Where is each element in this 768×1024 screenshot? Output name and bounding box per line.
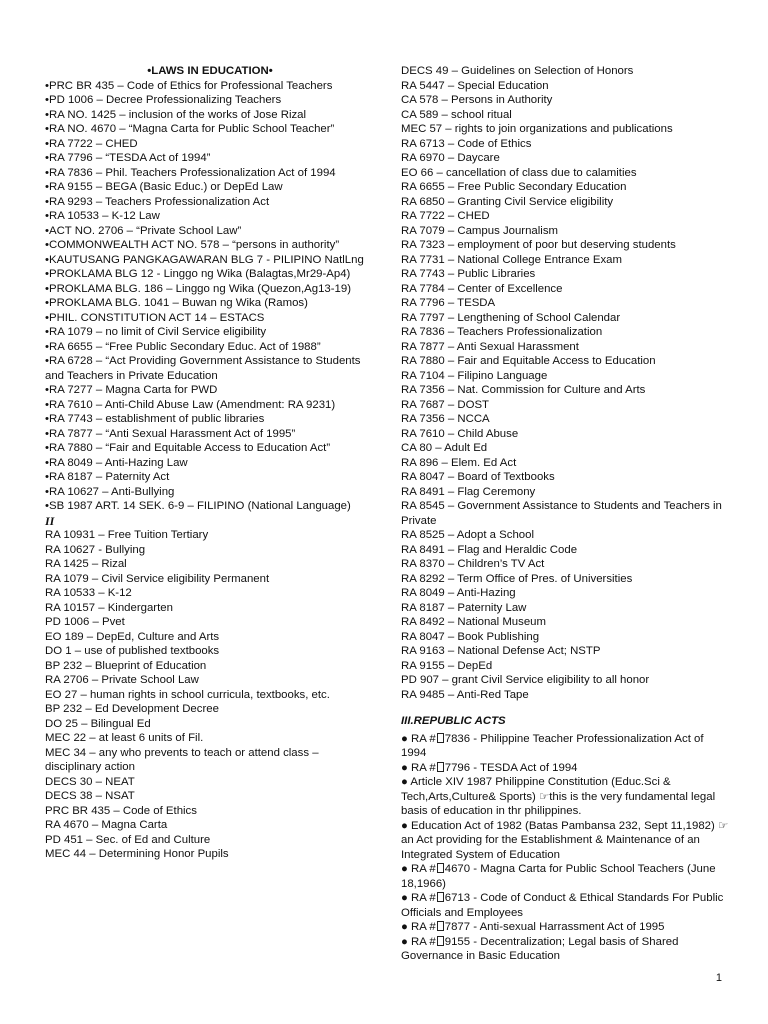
list-item: BP 232 – Ed Development Decree: [45, 703, 219, 715]
list-item: BP 232 – Blueprint of Education: [45, 659, 207, 672]
list-item: CA 589 – school ritual: [401, 108, 512, 121]
document-title: •LAWS IN EDUCATION•: [147, 65, 273, 77]
list-item: RA 7797 – Lengthening of School Calendar: [401, 311, 621, 324]
list-item: EO 189 – DepEd, Culture and Arts: [45, 630, 220, 643]
list-item: DECS 38 – NSAT: [45, 790, 135, 802]
list-item: DO 25 – Bilingual Ed: [45, 717, 151, 730]
list-item: RA 7880 – Fair and Equitable Access to Education: [401, 355, 656, 367]
section-heading-iii: III.REPUBLIC ACTS: [401, 715, 506, 727]
list-item: EO 27 – human rights in school curricula, textbooks, etc.: [45, 688, 330, 701]
list-item: •RA 7610 – Anti-Child Abuse Law (Amendment: RA 9231): [45, 398, 336, 411]
list-item: •RA 9155 – BEGA (Basic Educ.) or DepEd Law: [45, 181, 283, 193]
list-item: RA 9163 – National Defense Act; NSTP: [401, 645, 601, 657]
item-text: ● RA #: [401, 892, 436, 904]
left-column: [45, 64, 375, 862]
list-item: •ACT NO. 2706 – “Private School Law”: [45, 224, 242, 237]
missing-glyph-box-icon: [437, 863, 444, 873]
republic-acts-list: [401, 732, 729, 964]
list-item: RA 8049 – Anti-Hazing: [401, 587, 516, 599]
list-item: •RA NO. 4670 – “Magna Carta for Public School Teacher”: [45, 123, 335, 135]
list-item: •RA 8049 – Anti-Hazing Law: [45, 456, 188, 469]
list-item: RA 7079 – Campus Journalism: [401, 224, 559, 237]
list-item: [401, 862, 729, 891]
item-text-rest: 4670 - Magna Carta for Public School Teachers (June 18,1966): [401, 863, 716, 890]
list-item: PD 907 – grant Civil Service eligibility to all honor: [401, 674, 650, 686]
list-item: RA 7104 – Filipino Language: [401, 369, 548, 382]
item-text: ● RA #: [401, 732, 436, 745]
list-item: RA 10533 – K-12: [45, 587, 132, 599]
list-item: •RA 10533 – K-12 Law: [45, 210, 160, 222]
list-item: [401, 891, 729, 920]
list-item: MEC 22 – at least 6 units of Fil.: [45, 732, 204, 744]
list-item: RA 7784 – Center of Excellence: [401, 282, 563, 295]
list-item: RA 5447 – Special Education: [401, 79, 549, 92]
list-item: RA 9155 – DepEd: [401, 659, 493, 672]
list-item: [401, 761, 729, 776]
list-item: DECS 49 – Guidelines on Selection of Honors: [401, 65, 634, 77]
list-item: RA 8370 – Children’s TV Act: [401, 558, 545, 570]
item-text-rest: 7877 - Anti-sexual Harrassment Act of 1995: [444, 921, 665, 933]
list-item: PRC BR 435 – Code of Ethics: [45, 804, 197, 817]
missing-glyph-box-icon: [437, 762, 444, 772]
list-item: RA 8491 – Flag Ceremony: [401, 485, 536, 498]
list-item: •PHIL. CONSTITUTION ACT 14 – ESTACS: [45, 311, 265, 324]
list-item: [401, 819, 729, 863]
list-item: [401, 935, 729, 964]
list-item: PD 1006 – Pvet: [45, 616, 125, 628]
list-item: RA 7323 – employment of poor but deserving students: [401, 239, 676, 251]
section-heading-ii: II: [45, 513, 55, 528]
missing-glyph-box-icon: [437, 936, 444, 946]
list-item: RA 7743 – Public Libraries: [401, 268, 536, 280]
list-item: •RA 7880 – “Fair and Equitable Access to Education Act”: [45, 442, 331, 454]
list-item: RA 7836 – Teachers Professionalization: [401, 326, 603, 338]
list-item: •SB 1987 ART. 14 SEK. 6-9 – FILIPINO (National Language): [45, 500, 351, 512]
list-item: RA 8047 – Book Publishing: [401, 630, 540, 643]
list-item: •PROKLAMA BLG. 186 – Linggo ng Wika (Quezon,Ag13-19): [45, 282, 352, 295]
list-item: RA 8545 – Government Assistance to Students and Teachers in Private: [401, 500, 722, 527]
list-item: RA 2706 – Private School Law: [45, 674, 199, 686]
list-item: RA 1079 – Civil Service eligibility Permanent: [45, 572, 270, 585]
list-item: •PD 1006 – Decree Professionalizing Teachers: [45, 94, 282, 106]
list-item: RA 9485 – Anti-Red Tape: [401, 688, 529, 701]
list-item: RA 10157 – Kindergarten: [45, 601, 173, 614]
list-item: MEC 44 – Determining Honor Pupils: [45, 848, 229, 860]
page-number: 1: [715, 972, 722, 984]
list-item: RA 1425 – Rizal: [45, 558, 127, 570]
list-item: •PROKLAMA BLG. 1041 – Buwan ng Wika (Ramos): [45, 297, 308, 309]
list-item: MEC 57 – rights to join organizations and publications: [401, 123, 673, 135]
list-item: [401, 775, 729, 819]
list-item: PD 451 – Sec. of Ed and Culture: [45, 833, 211, 846]
list-item: RA 896 – Elem. Ed Act: [401, 456, 517, 469]
list-item: RA 7356 – Nat. Commission for Culture and Arts: [401, 384, 646, 396]
list-item: •RA 7877 – “Anti Sexual Harassment Act of 1995”: [45, 427, 296, 440]
list-item: •RA 7743 – establishment of public libraries: [45, 413, 265, 425]
list-item: RA 6970 – Daycare: [401, 152, 500, 164]
list-item: RA 7731 – National College Entrance Exam: [401, 253, 622, 266]
list-item: RA 6655 – Free Public Secondary Education: [401, 181, 627, 193]
list-item: DECS 30 – NEAT: [45, 775, 135, 788]
list-item: RA 10627 - Bullying: [45, 543, 146, 556]
item-text: ● RA #: [401, 935, 436, 948]
list-item: RA 6850 – Granting Civil Service eligibility: [401, 195, 614, 208]
list-item: RA 8492 – National Museum: [401, 616, 546, 628]
list-item: RA 10931 – Free Tuition Tertiary: [45, 529, 209, 541]
list-item: RA 7722 – CHED: [401, 210, 490, 222]
item-text: ● Article XIV 1987 Philippine Constitution (Educ.Sci & Tech,Arts,Culture& Sports) ☞this is the very fundamental legal basis of education in thr philippines.: [401, 776, 716, 817]
list-item: •RA NO. 1425 – inclusion of the works of Jose Rizal: [45, 108, 307, 121]
list-item: RA 7356 – NCCA: [401, 413, 490, 425]
list-item: RA 7610 – Child Abuse: [401, 427, 519, 440]
item-text: ● RA #: [401, 921, 436, 933]
list-item: EO 66 – cancellation of class due to calamities: [401, 166, 637, 179]
list-item: DO 1 – use of published textbooks: [45, 645, 220, 657]
item-text-rest: 9155 - Decentralization; Legal basis of Shared Governance in Basic Education: [401, 935, 679, 962]
list-item: RA 8187 – Paternity Law: [401, 601, 527, 614]
item-text: ● RA #: [401, 863, 436, 875]
list-item: •PROKLAMA BLG 12 - Linggo ng Wika (Balagtas,Mr29-Ap4): [45, 268, 351, 280]
list-item: RA 8491 – Flag and Heraldic Code: [401, 543, 578, 556]
list-item: [401, 732, 729, 761]
list-item: •RA 8187 – Paternity Act: [45, 471, 170, 483]
right-column: [401, 64, 729, 964]
list-item: •RA 6655 – “Free Public Secondary Educ. Act of 1988”: [45, 340, 321, 353]
laws-list-continued: [401, 64, 729, 702]
list-item: CA 80 – Adult Ed: [401, 442, 488, 454]
missing-glyph-box-icon: [437, 921, 444, 931]
item-text: ● Education Act of 1982 (Batas Pambansa 232, Sept 11,1982) ☞an Act providing for the Establishment & Maintenance of an Integrated System of Education: [401, 819, 729, 861]
list-item: •RA 7722 – CHED: [45, 137, 138, 150]
list-item: •RA 7836 – Phil. Teachers Professionalization Act of 1994: [45, 166, 336, 179]
list-item: RA 8525 – Adopt a School: [401, 529, 534, 541]
item-text-rest: 7796 - TESDA Act of 1994: [444, 761, 578, 774]
list-item: RA 8292 – Term Office of Pres. of Universities: [401, 572, 633, 585]
list-item: •RA 9293 – Teachers Professionalization Act: [45, 195, 270, 208]
list-item: •KAUTUSANG PANGKAGAWARAN BLG 7 - PILIPINO NatlLng: [45, 253, 364, 266]
list-item: •RA 6728 – “Act Providing Government Assistance to Students and Teachers in Private Education: [45, 355, 361, 382]
list-item: [401, 920, 729, 935]
list-item: •RA 10627 – Anti-Bullying: [45, 485, 175, 498]
missing-glyph-box-icon: [437, 733, 444, 743]
list-item: CA 578 – Persons in Authority: [401, 94, 553, 106]
list-item: RA 4670 – Magna Carta: [45, 819, 168, 831]
missing-glyph-box-icon: [437, 892, 444, 902]
list-item: MEC 34 – any who prevents to teach or attend class – disciplinary action: [45, 746, 319, 773]
list-item: RA 7877 – Anti Sexual Harassment: [401, 340, 579, 353]
list-item: •RA 1079 – no limit of Civil Service eligibility: [45, 326, 267, 338]
list-item: RA 6713 – Code of Ethics: [401, 137, 532, 150]
laws-list: [45, 79, 375, 514]
item-text: ● RA #: [401, 761, 436, 774]
list-item: RA 8047 – Board of Textbooks: [401, 471, 555, 483]
laws-list-ii: [45, 528, 375, 862]
list-item: RA 7796 – TESDA: [401, 297, 496, 309]
list-item: •RA 7277 – Magna Carta for PWD: [45, 384, 218, 396]
item-text-rest: 6713 - Code of Conduct & Ethical Standards For Public Officials and Employees: [401, 892, 724, 919]
item-text-rest: 7836 - Philippine Teacher Professionalization Act of 1994: [401, 732, 704, 759]
list-item: •RA 7796 – “TESDA Act of 1994”: [45, 152, 211, 164]
list-item: •COMMONWEALTH ACT NO. 578 – “persons in authority”: [45, 239, 340, 251]
list-item: RA 7687 – DOST: [401, 398, 490, 411]
list-item: •PRC BR 435 – Code of Ethics for Professional Teachers: [45, 79, 333, 92]
